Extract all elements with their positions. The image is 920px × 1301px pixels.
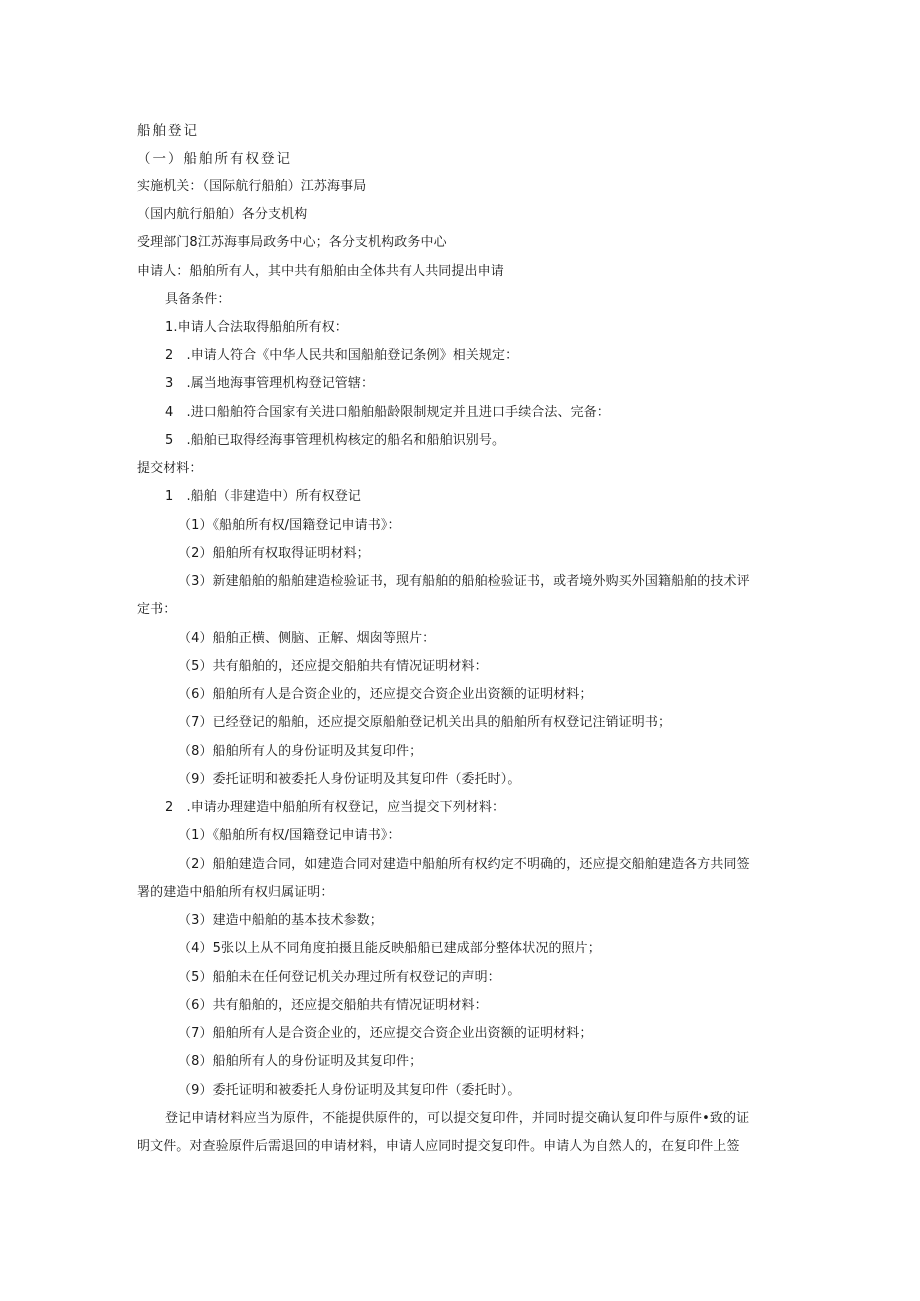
part2-item: （8）船舶所有人的身份证明及其复印件； (178, 1054, 423, 1069)
section-title: （一）船舶所有权登记 (137, 151, 292, 167)
materials-title: 提交材料： (137, 461, 203, 476)
condition-item: 5 .船舶已取得经海事管理机构核定的船名和船舶识别号。 (165, 433, 506, 448)
part2-item: （5）船舶未在任何登记机关办理过所有权登记的声明： (178, 970, 501, 985)
part1-item: （3）新建船舶的船舶建造检验证书，现有船舶的船舶检验证书，或者境外购买外国籍船舶的技术评 (178, 574, 750, 589)
part2-item: （1）《船舶所有权/国籍登记申请书》： (178, 828, 401, 843)
note-line: 明文件。对查验原件后需退回的申请材料，申请人应同时提交复印件。申请人为自然人的，在复印件上签 (137, 1139, 740, 1154)
part2-item: （3）建造中船舶的基本技术参数； (178, 913, 383, 928)
part1-item: （1）《船舶所有权/国籍登记申请书》： (178, 518, 401, 533)
part2-item-continued: 署的建造中船舶所有权归属证明： (137, 885, 334, 900)
part1-item: （7）已经登记的船舶，还应提交原船舶登记机关出具的船舶所有权登记注销证明书； (178, 715, 672, 730)
condition-item: 4 .进口船舶符合国家有关进口船舶船龄限制规定并且进口手续合法、完备： (165, 405, 610, 420)
part1-item-continued: 定书： (137, 602, 177, 617)
part2-item: （4）5张以上从不同角度拍摄且能反映船船已建成部分整体状况的照片； (178, 941, 601, 956)
condition-item: 3 .属当地海事管理机构登记管辖： (165, 376, 375, 391)
part1-item: （6）船舶所有人是合资企业的，还应提交合资企业出资额的证明材料； (178, 687, 593, 702)
part2-item: （2）船舶建造合同，如建造合同对建造中船舶所有权约定不明确的，还应提交船舶建造各方共同签 (178, 857, 750, 872)
part1-item: （2）船舶所有权取得证明材料； (178, 546, 370, 561)
part1-item: （8）船舶所有人的身份证明及其复印件； (178, 744, 423, 759)
part2-item: （6）共有船舶的，还应提交船舶共有情况证明材料： (178, 998, 488, 1013)
note-line: 登记申请材料应当为原件，不能提供原件的，可以提交复印件，并同时提交确认复印件与原件•致的证 (165, 1111, 750, 1126)
part1-title: 1 .船舶（非建造中）所有权登记 (165, 489, 362, 504)
agency-line-2: （国内航行船舶）各分支机构 (137, 207, 308, 222)
applicant-line: 申请人：船舶所有人，其中共有船舶由全体共有人共同提出申请 (137, 264, 504, 279)
condition-item: 2 .申请人符合《中华人民共和国船舶登记条例》相关规定： (165, 348, 519, 363)
department-line: 受理部门8江苏海事局政务中心；各分支机构政务中心 (137, 235, 447, 250)
condition-item: 1.申请人合法取得船舶所有权： (165, 320, 348, 335)
part2-item: （9）委托证明和被委托人身份证明及其复印件（委托时）。 (178, 1083, 521, 1098)
agency-line-1: 实施机关：（国际航行船舶）江苏海事局 (137, 179, 367, 194)
conditions-title: 具备条件： (165, 292, 231, 307)
part1-item: （4）船舶正横、侧脑、正解、烟囱等照片： (178, 631, 436, 646)
part2-title: 2 .申请办理建造中船舶所有权登记，应当提交下列材料： (165, 800, 506, 815)
part2-item: （7）船舶所有人是合资企业的，还应提交合资企业出资额的证明材料； (178, 1026, 593, 1041)
part1-item: （5）共有船舶的，还应提交船舶共有情况证明材料： (178, 659, 488, 674)
part1-item: （9）委托证明和被委托人身份证明及其复印件（委托时）。 (178, 772, 521, 787)
document-title: 船舶登记 (137, 123, 199, 139)
